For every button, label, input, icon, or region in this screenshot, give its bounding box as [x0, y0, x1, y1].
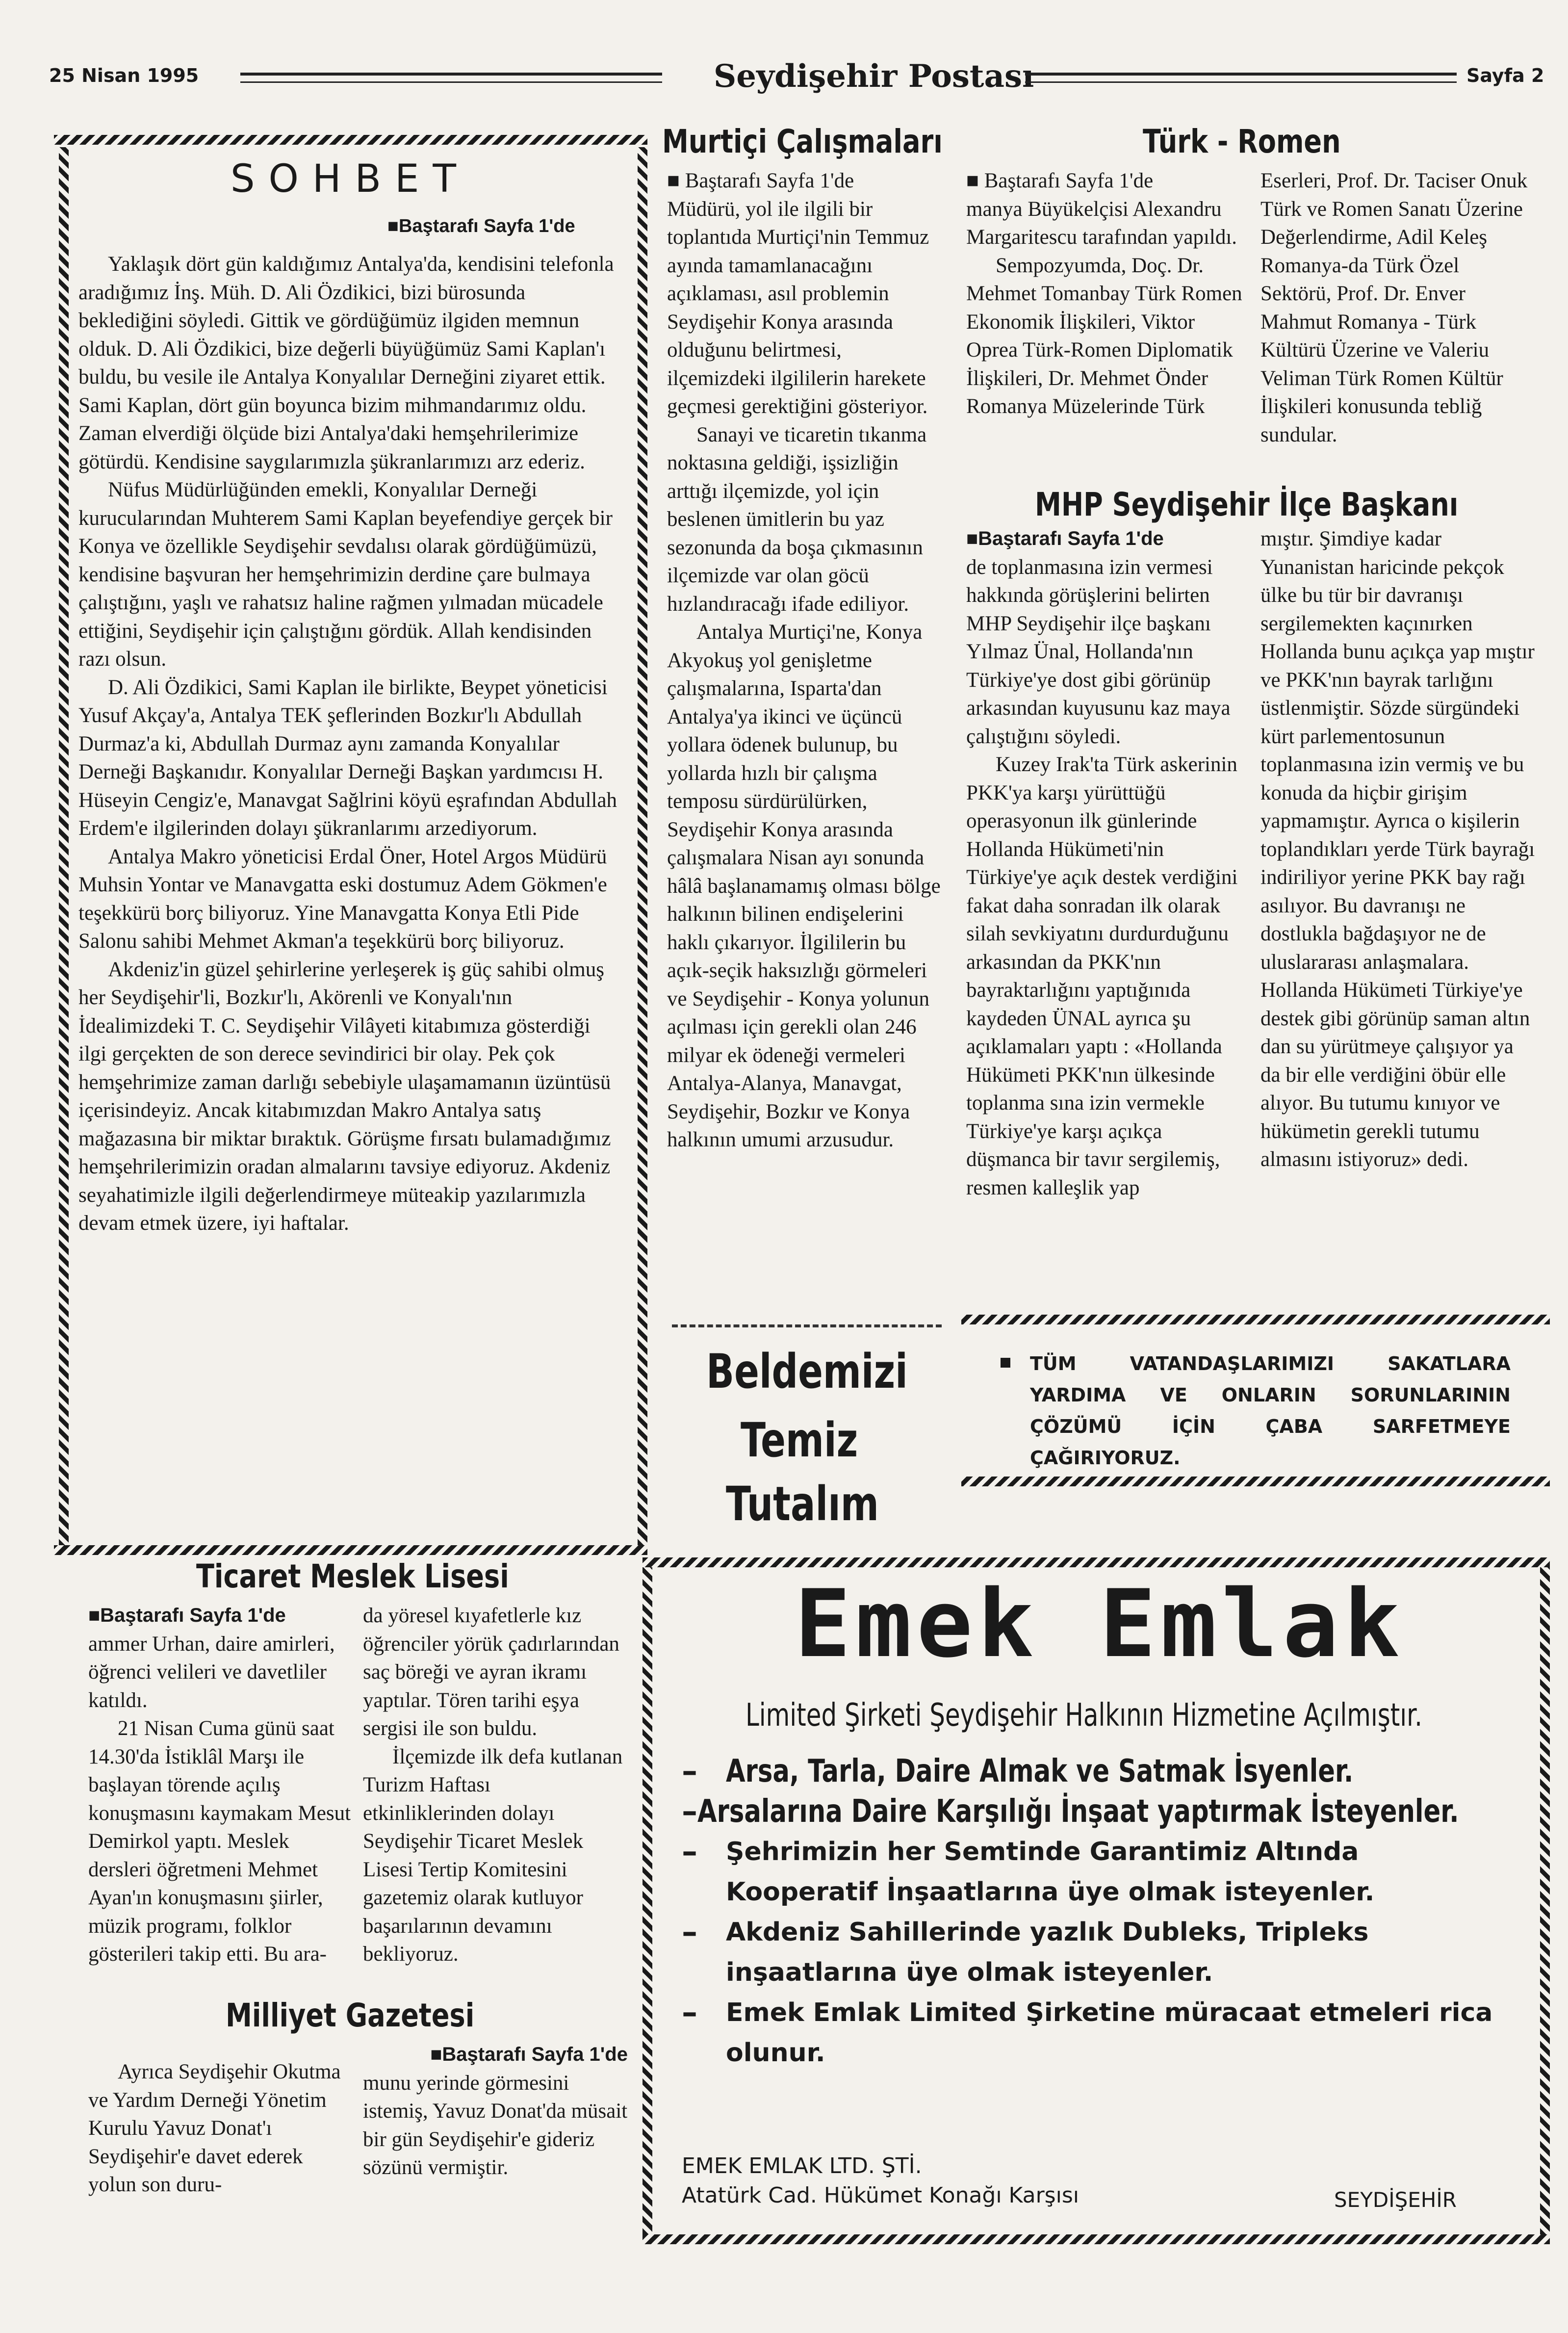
milliyet-paragraph: Ayrıca Seydişehir Okutma ve Yardım Derneği Yönetim Kurulu Yavuz Donat'ı Seydişehir'e davet ederek yolun son duru-	[88, 2060, 341, 2196]
newspaper-name: Seydişehir Postası	[714, 58, 1034, 95]
emek-item: – Emek Emlak Limited Şirketine müracaat etmeleri rica olunur.	[682, 1995, 1493, 2068]
mhp-paragraph: Kuzey Irak'ta Türk askerinin PKK'ya karşı yürüttüğü operasyonun ilk günlerinde Hollanda Hükümeti'nin Türkiye'ye açık destek verdiğini fakat daha sonradan ilk olarak silah sevkiyatını durdurduğunu arkasından da PKK'nın bayraktarlığını yaptığınıda kaydeden ÜNAL ayrıca şu açıklamaları yaptı : «Hollanda Hükümeti PKK'nın ülkesinde toplanma sına izin vermekle Türkiye'ye karşı açıkça düşmanca bir tavır sergilemiş, resmen kalleşlik yap	[966, 753, 1238, 1199]
turk-romen-paragraph: Eserleri, Prof. Dr. Taciser Onuk Türk ve Romen Sanatı Üzerine Değerlendirme, Adil Keleş Romanya-da Türk Özel Sektörü, Prof. Dr. Enver Mahmut Romanya - Türk Kültürü Üzerine ve Valeriu Veliman Türk Romen Kültür İlişkileri konusunda tebliğ sundular.	[1260, 169, 1528, 446]
ticaret-col1	[88, 1602, 353, 1969]
beldemizi-line2: Temiz	[741, 1413, 858, 1468]
mhp-paragraph: mıştır. Şimdiye kadar Yunanistan haricinde pekçok ülke bu tür bir davranışı sergilemekten kaçınırken Hollanda bunu açıkça yap mıştır ve PKK'nın bayrak tarlığını üstlenmiştir. Sözde sürgündeki kürt parlementosunun toplanmasına izin vermiş ve bu konuda da hiçbir girişim yapmamıştır. Ayrıca o kişilerin toplandıkları yerde Türk bayrağı indiriliyor yerine PKK bay rağı asılıyor. Bu davranışı ne dostlukla bağdaşıyor ne de uluslararası anlaşmalara. Hollanda Hükümeti Türkiye'ye destek gibi görünüp saman altın dan su yürütmeye çalışıyor ya da bir elle verdiğini öbür elle alıyor. Bu tutumu kınıyor ve hükümetin gerekli tutumu almasını istiyoruz» dedi.	[1260, 527, 1535, 1171]
murtici-paragraph: Sanayi ve ticaretin tıkanma noktasına geldiği, işsizliğin arttığı ilçemizde, yol için beslenen ümitlerin bu yaz sezonunda da boşa çıkmasının ilçemizde var olan göcü hızlandıracağı ifade ediliyor.	[667, 423, 927, 616]
ticaret-title: Ticaret Meslek Lisesi	[196, 1557, 509, 1595]
sohbet-body	[78, 250, 623, 1238]
mhp-col1	[966, 525, 1251, 1202]
notice-bullet	[1001, 1358, 1010, 1368]
turk-romen-paragraph: Sempozyumda, Doç. Dr. Mehmet Tomanbay Türk Romen Ekonomik İlişkileri, Viktor Oprea Türk-Romen Diplomatik İlişkileri, Dr. Mehmet Önder Romanya Müzelerinde Türk	[966, 254, 1242, 418]
beldemizi-line3: Tutalım	[726, 1477, 879, 1531]
ticaret-paragraph: 21 Nisan Cuma günü saat 14.30'da İstiklâl Marşı ile başlayan törende açılış konuşmasını kaymakam Mesut Demirkol yaptı. Meslek dersleri öğretmeni Mehmet Ayan'ın konuşmasını şiirler, müzik programı, folklor gösterileri takip etti. Bu ara-	[88, 1717, 351, 1966]
milliyet-col1	[88, 2058, 353, 2199]
sohbet-paragraph: Yaklaşık dört gün kaldığımız Antalya'da, kendisini telefonla aradığımız İnş. Müh. D. Ali Özdikici, bizi bürosunda beklediğini söyledi. Gittik ve gördüğümüz ilgiden memnun olduk. D. Ali Özdikici, bize değerli büyüğümüz Sami Kaplan'ı buldu, bu vesile ile Antalya Konyalılar Derneğini ziyaret ettik. Sami Kaplan, dört gün boyunca bizim mihmandarımız oldu. Zaman elverdiği ölçüde bizi Antalya'daki hemşehrilerimize götürdü. Kendisine saygılarımızla şükranlarımızı arz ederiz.	[78, 253, 614, 473]
ticaret-col2	[363, 1602, 628, 1969]
turk-romen-title: Türk - Romen	[1143, 123, 1341, 160]
emek-company: EMEK EMLAK LTD. ŞTİ.	[682, 2153, 922, 2178]
sohbet-paragraph: Akdeniz'in güzel şehirlerine yerleşerek iş güç sahibi olmuş her Seydişehir'li, Bozkır'lı, Akörenli ve Konyalı'nın İdealimizdeki T. C. Seydişehir Vilâyeti kitabımıza gösterdiği ilgi gerçekten de son derece sevindirici bir olay. Pek çok hemşehrimize zaman darlığı sebebiyle ulaşamamanın üzüntüsü içerisindeyiz. Ancak kitabımızdan Makro Antalya satış mağazasına bir miktar bıraktık. Görüşme fırsatı bulamadığımız hemşehrilerimizin oradan almalarını tavsiye ediyoruz. Akdeniz seyahatimizle ilgili değerlendirmeye müteakip yazılarımızla devam etmek üzere, iyi haftalar.	[78, 958, 611, 1235]
emek-address: Atatürk Cad. Hükümet Konağı Karşısı	[682, 2183, 1079, 2208]
milliyet-lead: ■Baştarafı Sayfa 1'de	[430, 2044, 628, 2065]
page-number: Sayfa 2	[1466, 65, 1544, 86]
emek-title: Emek Emlak	[795, 1570, 1405, 1678]
sohbet-paragraph: Nüfus Müdürlüğünden emekli, Konyalılar Derneği kurucularından Muhterem Sami Kaplan beyefendiye gerçek bir Konya ve özellikle Seydişehir sevdalısı olarak gördüğümüzü, kendisine başvuran her hemşehrimizin derdine çare bulmaya çalıştığını, yaşlı ve rahatsız haline rağmen yılmadan mücadele ettiğini, Seydişehir için çalıştığını gördük. Allah kendisinden razı olsun.	[78, 478, 613, 671]
mhp-lead: ■Baştarafı Sayfa 1'de	[966, 528, 1164, 549]
emek-subtitle: Limited Şirketi Şeydişehir Halkının Hizmetine Açılmıştır.	[745, 1697, 1422, 1734]
milliyet-paragraph: munu yerinde görmesini istemiş, Yavuz Donat'da müsait bir gün Seydişehir'e gideriz sözünü vermiştir.	[363, 2071, 628, 2179]
emek-item: – Arsalarına Daire Karşılığı İnşaat yaptırmak İsteyenler.	[682, 1793, 1459, 1830]
sohbet-paragraph: Antalya Makro yöneticisi Erdal Öner, Hotel Argos Müdürü Muhsin Yontar ve Manavgatta eski dostumuz Adem Gökmen'e teşekkürü borç biliyoruz. Yine Manavgatta Konya Etli Pide Salonu sahibi Mehmet Akman'a teşekkürü borç biliyoruz.	[78, 845, 607, 953]
murtici-title: Murtiçi Çalışmaları	[662, 123, 943, 160]
ticaret-paragraph: İlçemizde ilk defa kutlanan Turizm Haftası etkinliklerinden dolayı Seydişehir Ticaret Meslek Lisesi Tertip Komitesini gazetemiz olarak kutluyor başarılarının devamını bekliyoruz.	[363, 1745, 623, 1966]
ticaret-lead: ■Baştarafı Sayfa 1'de	[88, 1605, 286, 1626]
milliyet-title: Milliyet Gazetesi	[226, 1996, 475, 2034]
emek-item: – Arsa, Tarla, Daire Almak ve Satmak İsyenler.	[682, 1753, 1354, 1789]
mhp-title: MHP Seydişehir İlçe Başkanı	[1035, 486, 1459, 523]
sohbet-lead: ■Baştarafı Sayfa 1'de	[387, 216, 575, 236]
sohbet-title: SOHBET	[231, 157, 470, 201]
murtici-paragraph: Müdürü, yol ile ilgili bir toplantıda Murtiçi'nin Temmuz ayında tamamlanacağını açıklaması, asıl problemin Seydişehir Konya arasında olduğunu belirtmesi, ilçemizdeki ilgililerin harekete geçmesi gerektiğini gösteriyor.	[667, 197, 929, 418]
ticaret-paragraph: da yöresel kıyafetlerle kız öğrenciler yörük çadırlarından saç böreği ve ayran ikramı yaptılar. Tören tarihi eşya sergisi ile son buldu.	[363, 1604, 619, 1740]
emek-item: – Akdeniz Sahillerinde yazlık Dubleks, Tripleks inşaatlarına üye olmak isteyenler.	[682, 1914, 1369, 1987]
turk-romen-col2	[1260, 167, 1535, 449]
murtici-body	[667, 167, 942, 1154]
issue-date: 25 Nisan 1995	[49, 65, 199, 86]
emek-item-list	[682, 1751, 1516, 2073]
mhp-paragraph: de toplanmasına izin vermesi hakkında görüşlerini belirten MHP Seydişehir ilçe başkanı Yılmaz Ünal, Hollanda'nın Türkiye'ye dost gibi görünüp arkasından kuyusunu kaz maya çalıştığını söyledi.	[966, 555, 1231, 748]
masthead	[0, 0, 1568, 98]
notice-text: TÜM VATANDAŞLARIMIZI SAKATLARA YARDIMA VE ONLARIN SORUNLARININ ÇÖZÜMÜ İÇİN ÇABA SARFETMEYE ÇAĞIRIYORUZ.	[1030, 1353, 1511, 1469]
milliyet-col2	[363, 2041, 628, 2182]
sohbet-paragraph: D. Ali Özdikici, Sami Kaplan ile birlikte, Beypet yöneticisi Yusuf Akçay'a, Antalya TEK şeflerinden Bozkır'lı Abdullah Durmaz'a ki, Abdullah Durmaz aynı zamanda Konyalılar Derneği Başkanıdır. Konyalılar Derneği Başkan yardımcısı H. Hüseyin Cengiz'e, Manavgat Sağlrini köyü eşrafından Abdullah Erdem'e ilgilerinden dolayı şükranlarımı arzediyorum.	[78, 675, 617, 840]
emek-city: SEYDİŞEHİR	[1334, 2188, 1457, 2212]
turk-romen-paragraph: manya Büyükelçisi Alexandru Margaritescu tarafından yapıldı.	[966, 197, 1237, 249]
murtici-paragraph: Antalya Murtiçi'ne, Konya Akyokuş yol genişletme çalışmalarına, Isparta'dan Antalya'ya ikinci ve üçüncü yollara ödenek bulunup, bu yollarda hızlı bir çalışma temposu sürdürülürken, Seydişehir Konya arasında çalışmalara Nisan ayı sonunda hâlâ başlanamamış olması bölge halkının bilinen endişelerini haklı çıkarıyor. İlgililerin bu açık-seçik haksızlığı görmeleri ve Seydişehir - Konya yolunun açılması için gerekli olan 246 milyar ek ödeneği vermeleri Antalya-Alanya, Manavgat, Seydişehir, Bozkır ve Konya halkının umumi arzusudur.	[667, 621, 941, 1151]
murtici-lead: ■ Baştarafı Sayfa 1'de	[667, 169, 854, 192]
ticaret-paragraph: ammer Urhan, daire amirleri, öğrenci velileri ve davetliler katıldı.	[88, 1632, 335, 1712]
emek-item: – Şehrimizin her Semtinde Garantimiz Altında Kooperatif İnşaatlarına üye olmak isteyenler.	[682, 1834, 1375, 1907]
beldemizi-line1: Beldemizi	[706, 1344, 908, 1399]
mhp-col2	[1260, 525, 1535, 1174]
turk-romen-lead: ■ Baştarafı Sayfa 1'de	[966, 169, 1154, 192]
turk-romen-col1	[966, 167, 1251, 421]
